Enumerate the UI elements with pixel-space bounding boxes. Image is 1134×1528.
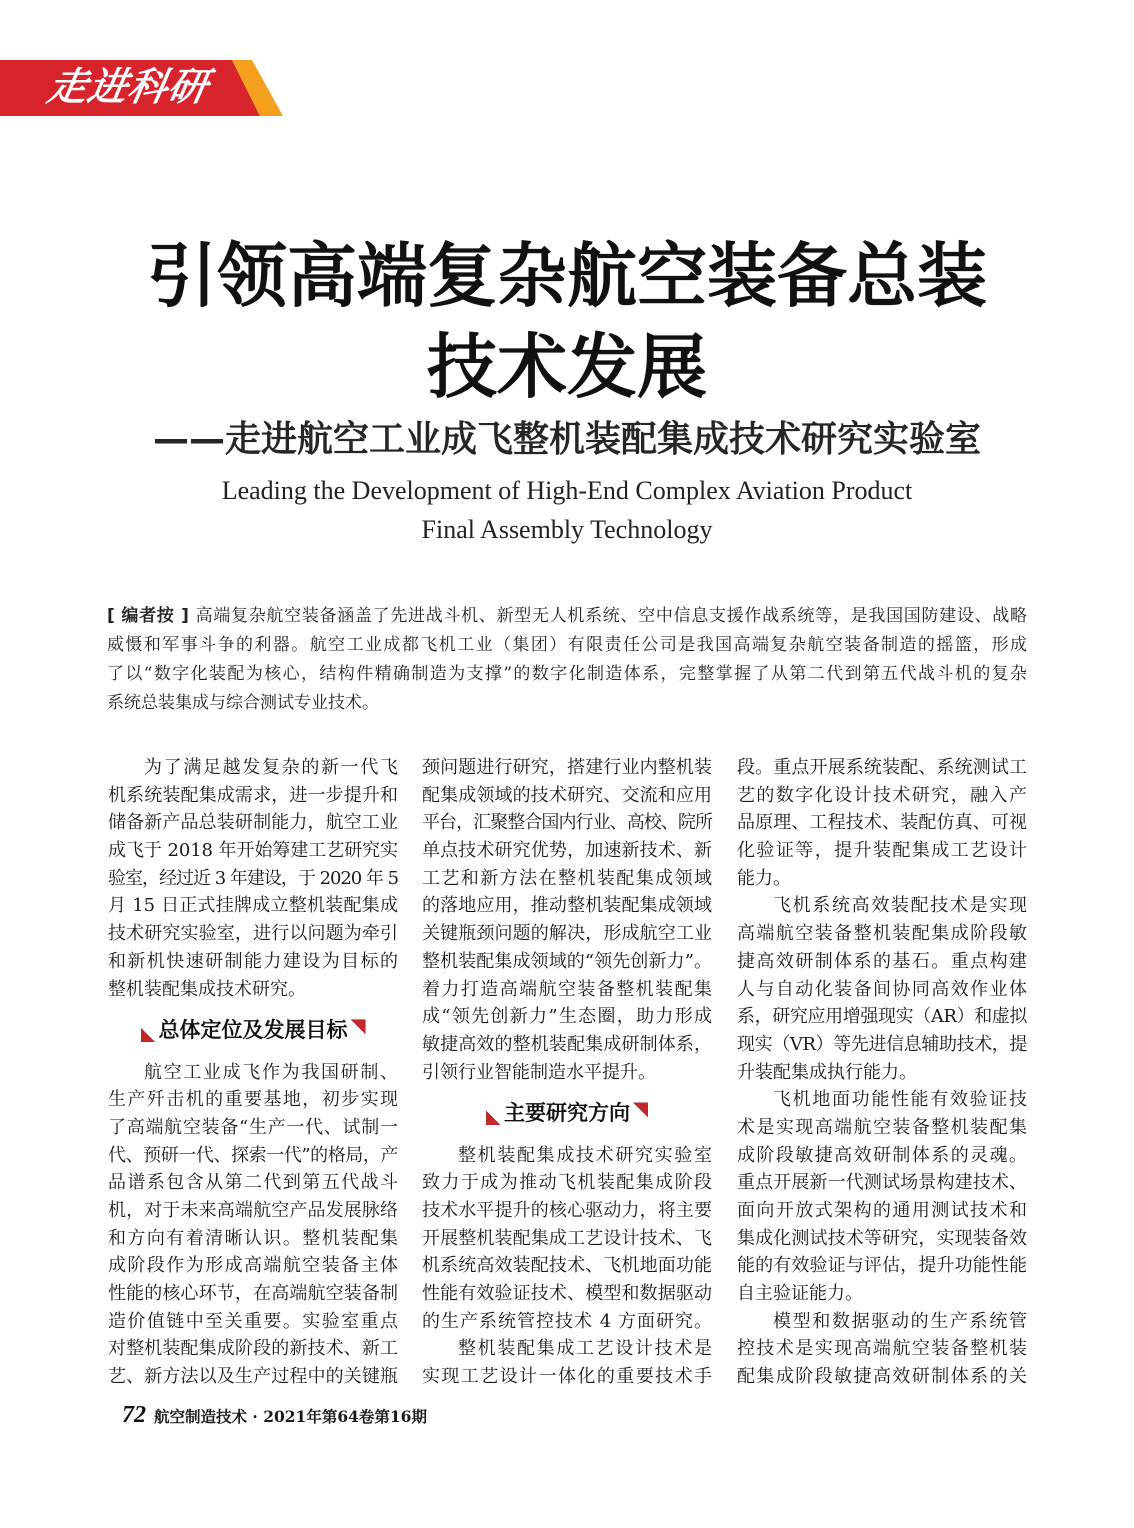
text-line: 飞机地面功能性能有效验证技: [773, 1089, 1027, 1111]
text-line: 整机装配集成技术研究实验室: [458, 1144, 712, 1166]
text-line: 代、预研一代、探索一代”的格局，产: [108, 1144, 398, 1166]
text-line: 和新机快速研制能力建设为目标的: [108, 950, 398, 972]
text-line: 能的有效验证与评估，提升功能性能: [737, 1255, 1027, 1277]
text-line: 敏捷高效的整机装配集成研制体系，: [422, 1033, 712, 1055]
paragraph: [737, 892, 1027, 1086]
text-line: 化验证等，提升装配集成工艺设计: [737, 840, 1027, 862]
paragraph: [737, 1308, 1027, 1391]
text-line: 和方向有着清晰认识。整机装配集: [108, 1227, 398, 1249]
english-title-line-1: Leading the Development of High-End Complex Aviation Product: [221, 476, 913, 505]
text-line: 机系统装配集成需求，进一步提升和: [108, 784, 398, 806]
body-column-3: [737, 754, 1027, 1391]
text-line: 系，研究应用增强现实（AR）和虚拟: [737, 1006, 1027, 1028]
section-heading-text: 主要研究方向: [504, 1101, 630, 1126]
paragraph: [737, 1086, 1027, 1308]
text-line: 现实（VR）等先进信息辅助技术，提: [737, 1033, 1027, 1055]
paragraph: [422, 754, 712, 1086]
article-subtitle: ——走进航空工业成飞整机装配集成技术研究实验室: [152, 419, 981, 460]
text-line: 成“领先创新力”生态圈，助力形成: [422, 1006, 712, 1028]
text-line: 引领行业智能制造水平提升。: [422, 1061, 656, 1083]
text-line: 性能的核心环节，在高端航空装备制: [108, 1283, 398, 1305]
text-line: 对整机装配集成阶段的新技术、新工: [108, 1338, 398, 1360]
text-line: 机系统高效装配技术、飞机地面功能: [422, 1255, 712, 1277]
text-line: 的落地应用，推动整机装配集成领域: [422, 895, 712, 917]
text-line: 机，对于未来高端航空产品发展脉络: [108, 1200, 398, 1222]
text-line: 术是实现高端航空装备整机装配集: [737, 1116, 1027, 1138]
body-column-2: [422, 754, 712, 1391]
text-line: 成阶段作为形成高端航空装备主体: [108, 1255, 398, 1277]
text-line: 整机装配集成工艺设计技术是: [458, 1338, 712, 1360]
english-title-line-2: Final Assembly Technology: [421, 515, 713, 544]
text-line: 颈问题进行研究，搭建行业内整机装: [422, 757, 712, 778]
text-line: 艺的数字化设计技术研究，融入产: [737, 784, 1027, 806]
paragraph: [108, 1059, 398, 1391]
text-line: 艺、新方法以及生产过程中的关键瓶: [108, 1366, 398, 1388]
text-line: 单点技术研究优势，加速新技术、新: [422, 840, 712, 862]
heading-marker-right: [633, 1102, 648, 1117]
text-line: 实现工艺设计一体化的重要技术手: [422, 1366, 712, 1388]
editor-note-line: 威慑和军事斗争的利器。航空工业成都飞机工业（集团）有限责任公司是我国高端复杂航空装备制造的摇篮，形成: [107, 635, 1027, 655]
text-line: 航空工业成飞作为我国研制、: [144, 1061, 398, 1083]
text-line: 飞机系统高效装配技术是实现: [773, 895, 1027, 917]
paragraph: [422, 1335, 712, 1390]
paragraph: [422, 1142, 712, 1336]
text-line: 验室，经过近 3 年建设，于 2020 年 5: [108, 867, 398, 889]
editor-note-label: [ 编者按 ]: [107, 606, 189, 626]
text-line: 集成化测试技术等研究，实现装备效: [737, 1227, 1027, 1249]
editor-note-line: 系统总装集成与综合测试专业技术。: [107, 693, 379, 713]
heading-marker-left: [141, 1027, 156, 1042]
text-line: 整机装配集成领域的“领先创新力”。: [422, 950, 712, 972]
text-line: 捷高效研制体系的基石。重点构建: [737, 950, 1027, 972]
text-line: 着力打造高端航空装备整机装配集: [422, 978, 712, 1000]
text-line: 控技术是实现高端航空装备整机装: [737, 1338, 1027, 1360]
text-line: 月 15 日正式挂牌成立整机装配集成: [108, 895, 398, 917]
page-footer: [122, 1402, 427, 1434]
text-line: 面向开放式架构的通用测试技术和: [737, 1200, 1027, 1221]
heading-marker-left: [486, 1110, 501, 1125]
text-line: 重点开展新一代测试场景构建技术、: [737, 1172, 1027, 1194]
text-line: 关键瓶颈问题的解决，形成航空工业: [422, 923, 712, 945]
editor-note-line: [107, 602, 1027, 631]
section-heading: [422, 1086, 712, 1141]
editor-note-line: 了以“数字化装配为核心，结构件精确制造为支撑”的数字化制造体系，完整掌握了从第二代到第五代战斗机的复杂: [107, 664, 1027, 684]
editor-note-text: 高端复杂航空装备涵盖了先进战斗机、新型无人机系统、空中信息支援作战系统等，是我国国防建设、战略: [194, 606, 1027, 626]
text-line: 造价值链中至关重要。实验室重点: [108, 1310, 398, 1332]
text-line: 开展整机装配集成工艺设计技术、飞: [422, 1227, 712, 1249]
text-line: 技术水平提升的核心驱动力，将主要: [422, 1200, 712, 1222]
heading-marker-right: [351, 1019, 366, 1034]
text-line: 配集成领域的技术研究、交流和应用: [422, 784, 712, 806]
text-line: 的生产系统管控技术 4 方面研究。: [422, 1310, 712, 1332]
text-line: 段。重点开展系统装配、系统测试工: [737, 757, 1027, 778]
article-title-line-1: 引领高端复杂航空装备总装: [147, 235, 987, 317]
page-number: 72: [122, 1402, 146, 1428]
text-line: 能力。: [737, 867, 791, 889]
article-title-line-2: 技术发展: [427, 326, 707, 408]
text-line: 储备新产品总装研制能力，航空工业: [108, 812, 398, 834]
text-line: 成阶段敏捷高效研制体系的灵魂。: [737, 1144, 1027, 1166]
text-line: 模型和数据驱动的生产系统管: [773, 1310, 1027, 1332]
text-line: 生产歼击机的重要基地，初步实现: [108, 1089, 398, 1111]
text-line: 整机装配集成技术研究。: [108, 978, 306, 1000]
text-line: 人与自动化装备间协同高效作业体: [737, 978, 1027, 1000]
text-line: 为了满足越发复杂的新一代飞: [144, 757, 398, 778]
text-line: 工艺和新方法在整机装配集成领域: [422, 867, 712, 889]
paragraph: [108, 754, 398, 1003]
text-line: 成飞于 2018 年开始筹建工艺研究实: [108, 840, 398, 862]
section-heading: [108, 1003, 398, 1058]
text-line: 致力于成为推动飞机装配集成阶段: [422, 1172, 712, 1194]
body-column-1: [108, 754, 398, 1391]
text-line: 技术研究实验室，进行以问题为牵引: [108, 923, 398, 945]
section-heading-text: 总体定位及发展目标: [158, 1018, 348, 1043]
paragraph: [737, 754, 1027, 892]
text-line: 平台，汇聚整合国内行业、高校、院所: [422, 812, 712, 834]
text-line: 性能有效验证技术、模型和数据驱动: [422, 1283, 712, 1305]
editor-note: [107, 602, 1027, 718]
text-line: 品原理、工程技术、装配仿真、可视: [737, 812, 1027, 834]
text-line: 配集成阶段敏捷高效研制体系的关: [737, 1366, 1027, 1388]
text-line: 自主验证能力。: [737, 1283, 863, 1305]
text-line: 高端航空装备整机装配集成阶段敏: [737, 923, 1027, 945]
text-line: 了高端航空装备“生产一代、试制一: [108, 1116, 398, 1138]
section-tag: 走进科研: [44, 65, 213, 110]
journal-issue: 航空制造技术 · 2021年第64卷第16期: [154, 1407, 427, 1426]
text-line: 品谱系包含从第二代到第五代战斗: [108, 1172, 398, 1194]
text-line: 升装配集成执行能力。: [737, 1061, 917, 1083]
